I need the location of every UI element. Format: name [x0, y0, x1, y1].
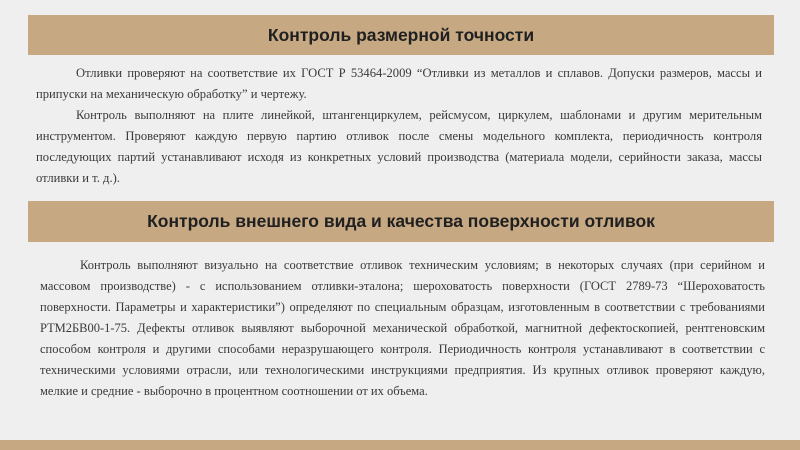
bottom-divider [0, 440, 800, 450]
section-header-surface-quality [28, 201, 774, 242]
section-header-dimensional-accuracy [28, 15, 774, 55]
paragraph: Контроль выполняют визуально на соответствие отливок техническим условиям; в некоторых случаях (при серийном и массовом производстве) - с использованием отливки-эталона; шероховатость поверхности (ГОСТ 2789-73 “Шероховатость поверхности. Параметры и характеристики”) определяют по специальным образцам, изготовленным в соответствии с требованиями РТМ2БВ00-1-75. Дефекты отливок выявляют выборочной механической обработкой, магнитной дефектоскопией, рентгеновским способом контроля и другими способами неразрушающего контроля. Периодичность контроля устанавливают в соответствии с техническими условиями отрасли, или технологическими инструкциями предприятия. Из крупных отливок проверяют каждую, мелкие и средние - выборочно в процентном соотношении от их объема. [40, 258, 765, 398]
section-title: Контроль размерной точности [267, 24, 535, 45]
section-body-dimensional-accuracy [36, 63, 762, 189]
section-title: Контроль внешнего вида и качества поверхности отливок [147, 211, 655, 231]
paragraph: Контроль выполняют на плите линейкой, штангенциркулем, рейсмусом, циркулем, шаблонами и другим мерительным инструментом. Проверяют каждую первую партию отливок после смены модельного комплекта, периодичность контроля последующих партий устанавливают исходя из конкретных условий производства (материала модели, серийности заказа, массы отливки и т. д.). [36, 108, 762, 185]
paragraph: Отливки проверяют на соответствие их ГОСТ Р 53464-2009 “Отливки из металлов и сплавов. Допуски размеров, массы и припуски на механическую обработку” и чертежу. [36, 66, 762, 101]
section-body-surface-quality [40, 255, 765, 402]
